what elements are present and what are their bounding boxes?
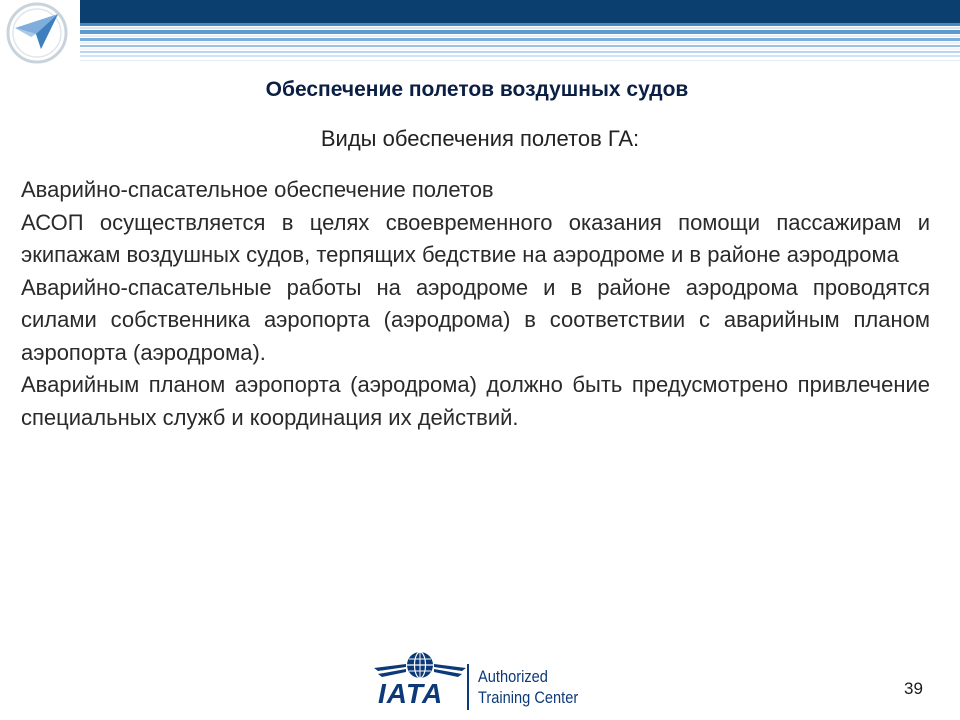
header-stripe (80, 55, 960, 57)
body-paragraph: АСОП осуществляется в целях своевременного оказания помощи пассажирам и экипажам воздушных судов, терпящих бедствие на аэродроме и в районе аэродрома (21, 209, 930, 267)
header-stripe-dark (80, 0, 960, 23)
header-stripe (80, 48, 960, 50)
header-stripe (80, 30, 960, 34)
header-stripe (80, 42, 960, 44)
slide-subtitle: Виды обеспечения полетов ГА: (320, 126, 640, 151)
iata-globe-wings-icon (372, 650, 468, 680)
body-paragraph: Аварийно-спасательное обеспечение полетов (21, 177, 494, 202)
body-paragraph: Аварийно-спасательные работы на аэродроме и в районе аэродрома проводятся силами собственника аэропорта (аэродрома) в соответствии с аварийным планом аэропорта (аэродрома). (21, 274, 930, 365)
iata-atc-logo (372, 650, 579, 716)
header-stripe (80, 45, 960, 47)
logo-divider (467, 664, 469, 710)
atc-line-2: Training Center (478, 688, 579, 707)
page-number: 39 (904, 679, 923, 698)
slide-body (21, 174, 930, 434)
authorized-training-center-text (478, 666, 578, 708)
header-stripe (80, 35, 960, 37)
header-stripe (80, 51, 960, 53)
iata-wordmark: IATA (378, 678, 444, 709)
header-band (0, 0, 960, 66)
body-paragraph: Аварийным планом аэропорта (аэродрома) должно быть предусмотрено привлечение специальных служб и координация их действий. (21, 372, 930, 430)
header-stripe (80, 38, 960, 41)
slide-title: Обеспечение полетов воздушных судов (265, 78, 689, 101)
atc-line-1: Authorized (478, 667, 548, 686)
header-stripe (80, 27, 960, 29)
header-stripe (80, 60, 960, 61)
aviation-emblem-icon (0, 0, 80, 66)
header-stripe (80, 23, 960, 26)
